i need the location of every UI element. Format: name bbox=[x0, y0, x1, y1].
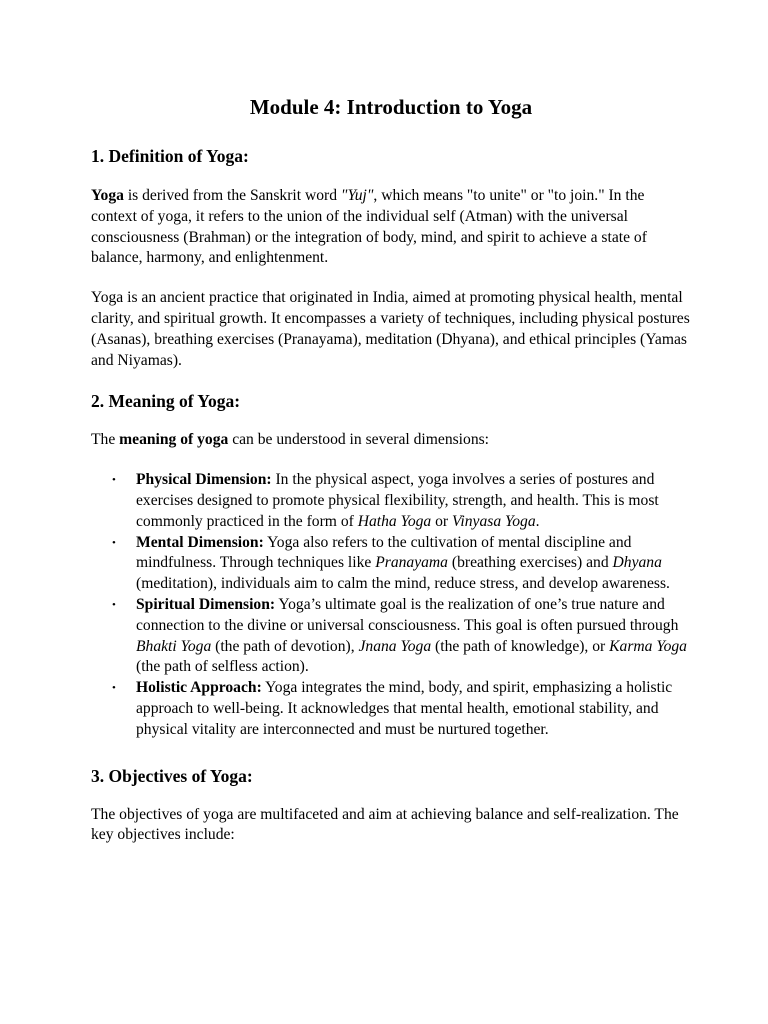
bullet-icon: • bbox=[112, 682, 116, 695]
dimensions-list bbox=[91, 470, 691, 740]
bullet-icon: • bbox=[112, 536, 116, 549]
bullet-icon: • bbox=[112, 598, 116, 611]
document-body bbox=[91, 92, 691, 846]
yoga-term: Yoga bbox=[91, 187, 124, 204]
list-item: • Physical Dimension: In the physical aspect, yoga involves a series of postures and exercises designed to promote physical flexibility, strength, and health. This is most commonly practiced in the form of Hatha Yoga or Vinyasa Yoga. bbox=[112, 471, 659, 530]
section-heading-objectives: 3. Objectives of Yoga: bbox=[91, 765, 253, 786]
list-item: • Holistic Approach: Yoga integrates the mind, body, and spirit, emphasizing a holistic approach to well-being. It acknowledges that mental health, emotional stability, and physical vitality are interconnected and must be nurtured together. bbox=[112, 679, 673, 738]
section-heading-definition: 1. Definition of Yoga: bbox=[91, 146, 249, 166]
list-item: • Mental Dimension: Yoga also refers to the cultivation of mental discipline and mindfulness. Through techniques like Pranayama (breathing exercises) and Dhyana (meditation), individuals aim to calm the mind, reduce stress, and develop awareness. bbox=[112, 533, 670, 593]
yuj-word: "Yuj" bbox=[340, 187, 374, 204]
meaning-intro: The meaning of yoga can be understood in several dimensions: bbox=[91, 431, 490, 449]
page-title: Module 4: Introduction to Yoga bbox=[249, 95, 533, 119]
bullet-icon: • bbox=[112, 474, 116, 487]
objectives-paragraph: The objectives of yoga are multifaceted and aim at achieving balance and self-realization. The key objectives include: bbox=[91, 805, 679, 844]
list-item: • Spiritual Dimension: Yoga’s ultimate goal is the realization of one’s true nature and connection to the divine or universal consciousness. This goal is often pursued through Bhakti Yoga (the path of devotion), Jnana Yoga (the path of knowledge), or Karma Yoga (the path of selfless action). bbox=[112, 595, 687, 676]
definition-paragraph-2: Yoga is an ancient practice that originated in India, aimed at promoting physical health, mental clarity, and spiritual growth. It encompasses a variety of techniques, including physical postures (Asanas), breathing exercises (Pranayama), meditation (Dhyana), and ethical principles (Yamas and Niyamas). bbox=[91, 289, 690, 369]
section-heading-meaning: 2. Meaning of Yoga: bbox=[91, 391, 241, 412]
definition-paragraph-1: Yoga is derived from the Sanskrit word "Yuj", which means "to unite" or "to join." In the context of yoga, it refers to the union of the individual self (Atman) with the universal consciousness (Brahman) or the integration of body, mind, and spirit to achieve a state of balance, harmony, and enlightenment. bbox=[91, 187, 647, 267]
